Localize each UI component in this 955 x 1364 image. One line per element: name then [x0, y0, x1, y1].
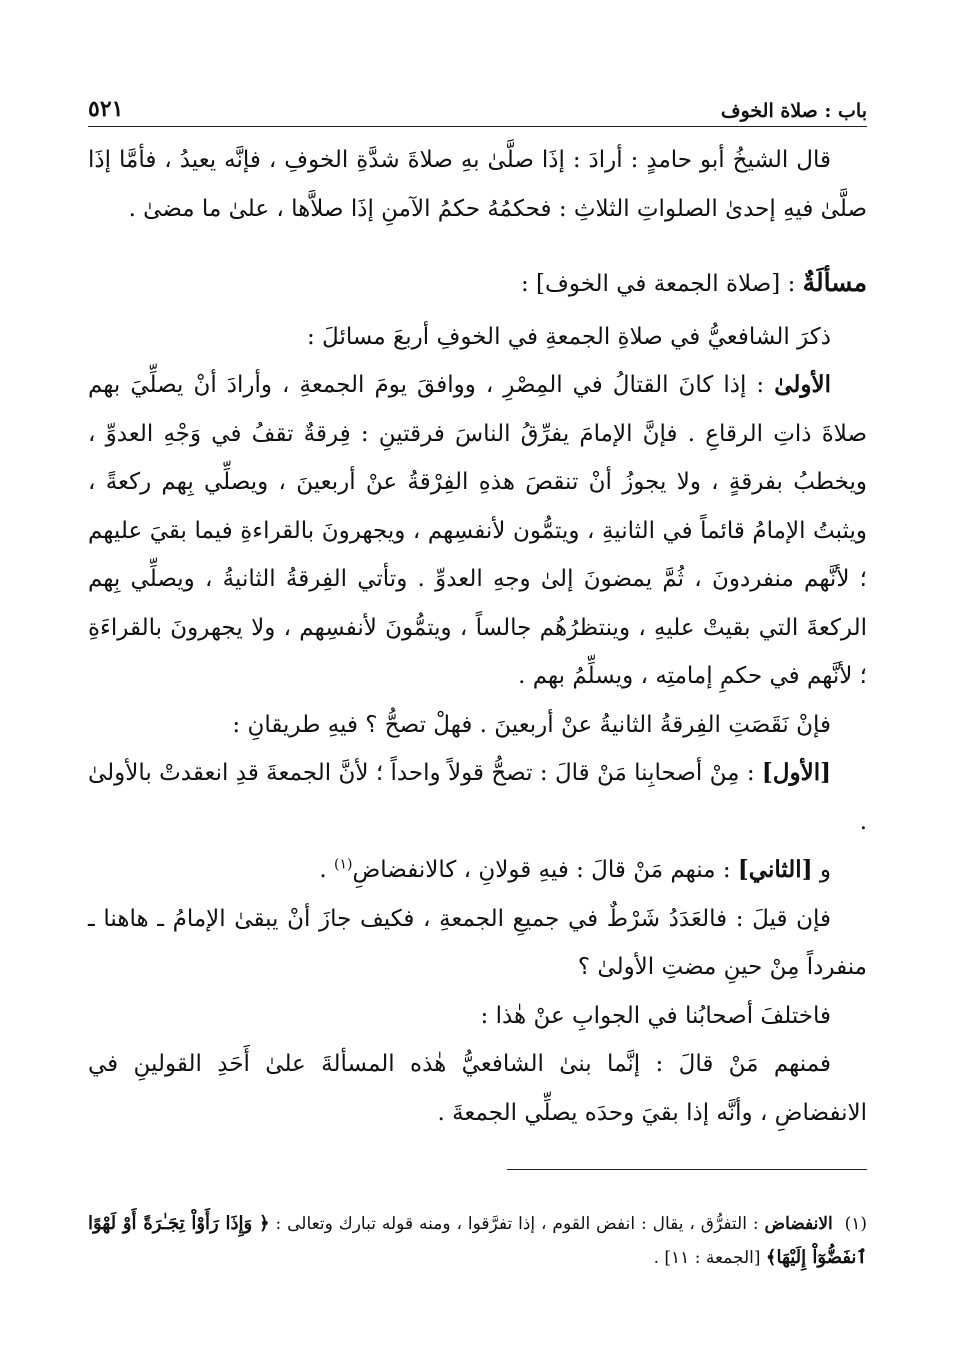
footnote-number: (١): [844, 1214, 867, 1234]
section-heading: [88, 259, 867, 309]
paragraph-3: [88, 361, 867, 701]
paragraph-8: فاختلفَ أصحابُنا في الجوابِ عنْ هٰذا :: [480, 1002, 831, 1029]
footnote-citation: [الجمعة : ١١] .: [653, 1248, 766, 1268]
paragraph-5: [88, 749, 867, 846]
footnote-reference[interactable]: (١): [333, 856, 353, 873]
footnotes: [88, 1207, 867, 1275]
paragraph-3-text: : إذا كانَ القتالُ في المِصْرِ ، ووافقَ يومَ الجمعةِ ، وأرادَ أنْ يصلِّيَ بهم صلاةَ ذاتِ الرقاعِ . فإنَّ الإمامَ يفرِّقُ الناسَ فرقتينِ : فِرقةٌ تقفُ في وَجْهِ العدوِّ ، ويخطبُ بفرقةٍ ، ولا يجوزُ أنْ تنقصَ هذهِ الفِرْقةُ عنْ أربعينَ ، ويصلِّي بِهم ركعةً ، ويثبتُ الإمامُ قائماً في الثانيةِ ، ويتمُّون لأنفسِهم ، ويجهرونَ بالقراءةِ فيما بقيَ عليهم ؛ لأنَّهم منفردونَ ، ثُمَّ يمضونَ إلىٰ وجهِ العدوِّ . وتأتي الفِرقةُ الثانيةُ ، ويصلِّي بِهم الركعةَ التي بقيتْ عليهِ ، وينتظرُهُم جالساً ، ويتمُّونَ لأنفسِهم ، ولا يجهرونَ بالقراءَةِ ؛ لأنَّهم في حكمِ إمامتِه ، ويسلِّمُ بهم .: [88, 372, 867, 689]
page-header: [88, 84, 867, 127]
footnote-text: : التفرُّق ، يقال : انفض القوم ، إذا تفرَّقوا ، ومنه قوله تبارك وتعالى :: [269, 1214, 765, 1234]
paragraph-3-lead: الأولىٰ: [774, 371, 831, 398]
paragraph-1: قال الشيخُ أبو حامدٍ : أرادَ : إذَا صلَّىٰ بهِ صلاةَ شدَّةِ الخوفِ ، فإنَّه يعيدُ ، فأمَّا إذَا صلَّىٰ فيهِ إحدىٰ الصلواتِ الثلاثِ : فحكمُهُ حكمُ الآمنِ إذَا صلاَّها ، علىٰ ما مضىٰ .: [88, 147, 867, 222]
paragraph-6: [88, 846, 867, 895]
paragraph-6-prefix: و: [812, 857, 831, 883]
paragraph-6-text: : منهم مَنْ قالَ : فيهِ قولانِ ، كالانفضاضِ: [352, 857, 738, 883]
paragraph-5-lead: [الأول]: [761, 759, 831, 786]
page-number: ٥٢١: [88, 96, 124, 122]
footnote-term: الانفضاض: [764, 1214, 833, 1234]
footnote-separator: [507, 1169, 867, 1170]
paragraph-2: ذكرَ الشافعيُّ في صلاةِ الجمعةِ في الخوفِ أربعَ مسائلَ :: [307, 323, 831, 350]
paragraph-4: فإنْ نَقَصَتِ الفِرقةُ الثانيةُ عنْ أربعينَ . فهلْ تصحُّ ؟ فيهِ طريقانِ :: [232, 711, 831, 738]
quran-verse: ﴿ وَإِذَا رَأَوْاْ تِجَـٰرَةً أَوْ لَهْوًا ٱنفَضُّوٓاْ إِلَيْهَا﴾: [88, 1213, 867, 1268]
heading-keyword: مسألَةٌ: [802, 268, 867, 297]
heading-title: : [صلاة الجمعة في الخوف] :: [520, 271, 803, 297]
paragraph-9: فمنهم مَنْ قالَ : إنَّما بنىٰ الشافعيُّ هٰذه المسألةَ علىٰ أَحَدِ القولينِ في الانفضاضِ ، وأنَّه إذا بقيَ وحدَه يصلِّي الجمعةَ .: [88, 1051, 867, 1126]
paragraph-6-lead: [الثاني]: [737, 856, 813, 883]
footnote-1: [88, 1207, 867, 1275]
running-title: باب : صلاة الخوف: [720, 100, 867, 122]
main-text: [88, 136, 867, 1137]
paragraph-5-text: : مِنْ أصحابِنا مَنْ قالَ : تصحُّ قولاً واحداً ؛ لأنَّ الجمعةَ قدِ انعقدتْ بالأولىٰ .: [88, 760, 867, 835]
paragraph-7: فإن قيلَ : فالعَدَدُ شَرْطٌ في جميعِ الجمعةِ ، فكيف جازَ أنْ يبقىٰ الإمامُ ـ هاهنا ـ منفرداً مِنْ حينِ مضتِ الأولىٰ ؟: [88, 905, 867, 980]
paragraph-6-end: .: [319, 857, 334, 883]
